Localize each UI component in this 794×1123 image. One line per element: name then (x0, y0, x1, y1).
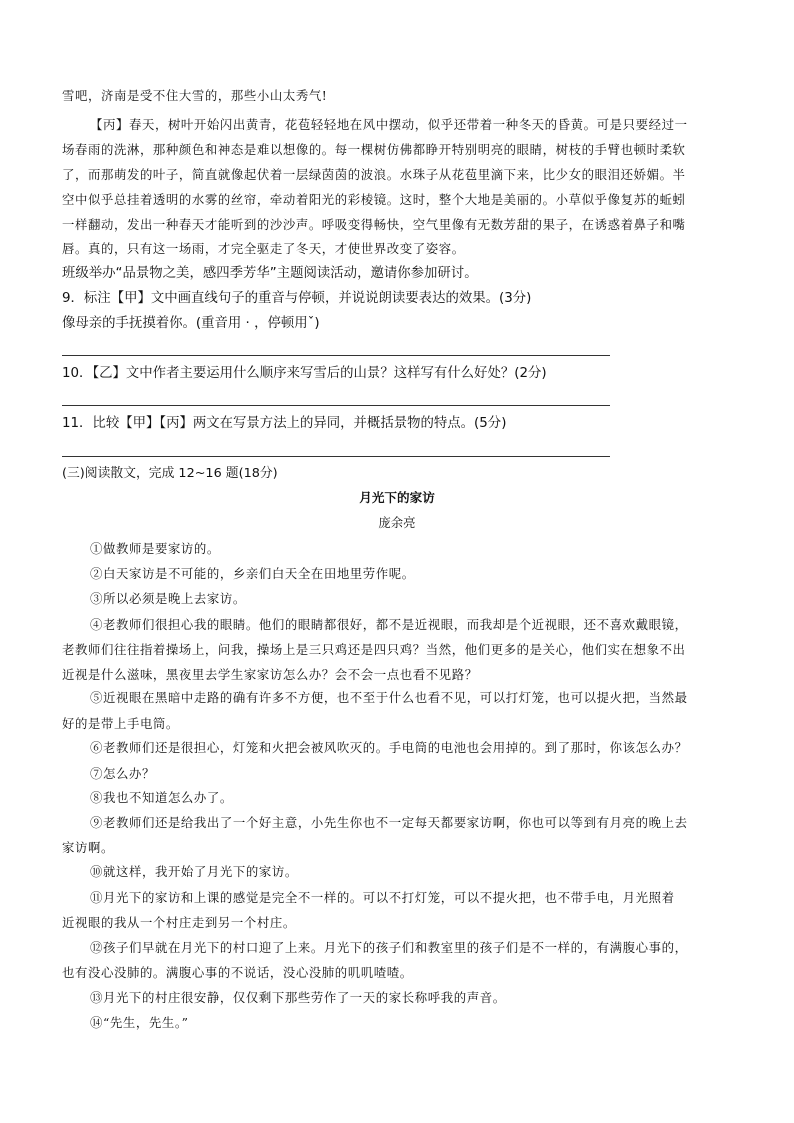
question-10: 10．【乙】文中作者主要运用什么顺序来写雪后的山景？这样写有什么好处？(2分) (62, 366, 547, 381)
passage-line: 空中似乎总挂着透明的水雾的丝帘，牵动着阳光的彩棱镜。这时，整个大地是美丽的。小草似乎像复苏的蚯蚓 (62, 192, 686, 207)
essay-line: ⑦怎么办？ (90, 766, 155, 781)
essay-title: 月光下的家访 (359, 490, 435, 505)
essay-line: 近视眼的我从一个村庄走到另一个村庄。 (62, 915, 296, 930)
essay-line: ⑧我也不知道怎么办了。 (90, 790, 233, 805)
essay-line: ③所以必须是晚上去家访。 (90, 591, 246, 606)
essay-line: ⑤近视眼在黑暗中走路的确有许多不方便，也不至于什么也看不见，可以打灯笼，也可以提火把，当然最 (90, 690, 688, 705)
essay-line: ④老教师们很担心我的眼睛。他们的眼睛都很好，都不是近视眼，而我却是个近视眼，还不喜欢戴眼镜， (90, 617, 688, 632)
essay-line: ⑭“先生，先生。” (90, 1015, 189, 1030)
essay-line: 好的是带上手电筒。 (62, 716, 179, 731)
essay-line: ②白天家访是不可能的，乡亲们白天全在田地里劳作呢。 (90, 566, 415, 581)
essay-line: ⑩就这样，我开始了月光下的家访。 (90, 864, 298, 879)
essay-line: ⑥老教师们还是很担心，灯笼和火把会被风吹灭的。手电筒的电池也会用掉的。到了那时，你该怎么办？ (90, 740, 688, 755)
essay-line: 近视是什么滋味，黑夜里去学生家家访怎么办？会不会一点也看不见路？ (62, 667, 478, 682)
passage-line: 了，而那萌发的叶子，简直就像起伏着一层绿茵茵的波浪。水珠子从花苞里滴下来，比少女的眼泪还娇媚。半 (62, 167, 686, 182)
question-9: 9．标注【甲】文中画直线句子的重音与停顿，并说说朗读要表达的效果。(3分) (62, 291, 532, 306)
essay-line: 家访啊。 (62, 840, 114, 855)
question-11: 11．比较【甲】【丙】两文在写景方法上的异同，并概括景物的特点。(5分) (62, 416, 507, 431)
activity-intro: 班级举办“品景物之美，感四季芳华”主题阅读活动，邀请你参加研讨。 (62, 266, 478, 281)
question-9-sentence: 像母亲的手抚摸着你。(重音用 · ，停顿用ˇ) (62, 316, 320, 331)
answer-line (62, 405, 610, 406)
passage-line: 场春雨的洗淋，那种颜色和神态是难以想像的。每一棵树仿佛都睁开特别明亮的眼睛，树枝的手臂也顿时柔软 (62, 142, 686, 157)
essay-line: ⑬月光下的村庄很安静，仅仅剩下那些劳作了一天的家长称呼我的声音。 (90, 990, 506, 1005)
essay-line: 也有没心没肺的。满腹心事的不说话，没心没肺的叽叽喳喳。 (62, 965, 413, 980)
passage-line: 一样翻动，发出一种春天才能听到的沙沙声。呼吸变得畅快，空气里像有无数芳甜的果子，在诱惑着鼻子和嘴 (62, 217, 686, 232)
answer-line (62, 355, 610, 356)
essay-line: ⑫孩子们早就在月光下的村口迎了上来。月光下的孩子们和教室里的孩子们是不一样的，有满腹心事的， (90, 940, 688, 955)
essay-line: 老教师们往往指着操场上，问我，操场上是三只鸡还是四只鸡？当然，他们更多的是关心，他们实在想象不出 (62, 642, 686, 657)
essay-author: 庞余亮 (378, 515, 416, 530)
passage-line: 【丙】春天，树叶开始闪出黄青，花苞轻轻地在风中摆动，似乎还带着一种冬天的昏黄。可是只要经过一 (90, 117, 688, 132)
essay-line: ①做教师是要家访的。 (90, 541, 220, 556)
section-heading: (三)阅读散文，完成 12~16 题(18分) (62, 466, 278, 481)
essay-line: ⑨老教师们还是给我出了一个好主意，小先生你也不一定每天都要家访啊，你也可以等到有月亮的晚上去 (90, 815, 688, 830)
answer-line (62, 456, 610, 457)
passage-line: 唇。真的，只有这一场雨，才完全驱走了冬天，才使世界改变了姿容。 (62, 241, 465, 256)
essay-line: ⑪月光下的家访和上课的感觉是完全不一样的。可以不打灯笼，可以不提火把，也不带手电，月光照着 (90, 890, 675, 905)
passage-line: 雪吧，济南是受不住大雪的，那些小山太秀气! (62, 88, 328, 103)
